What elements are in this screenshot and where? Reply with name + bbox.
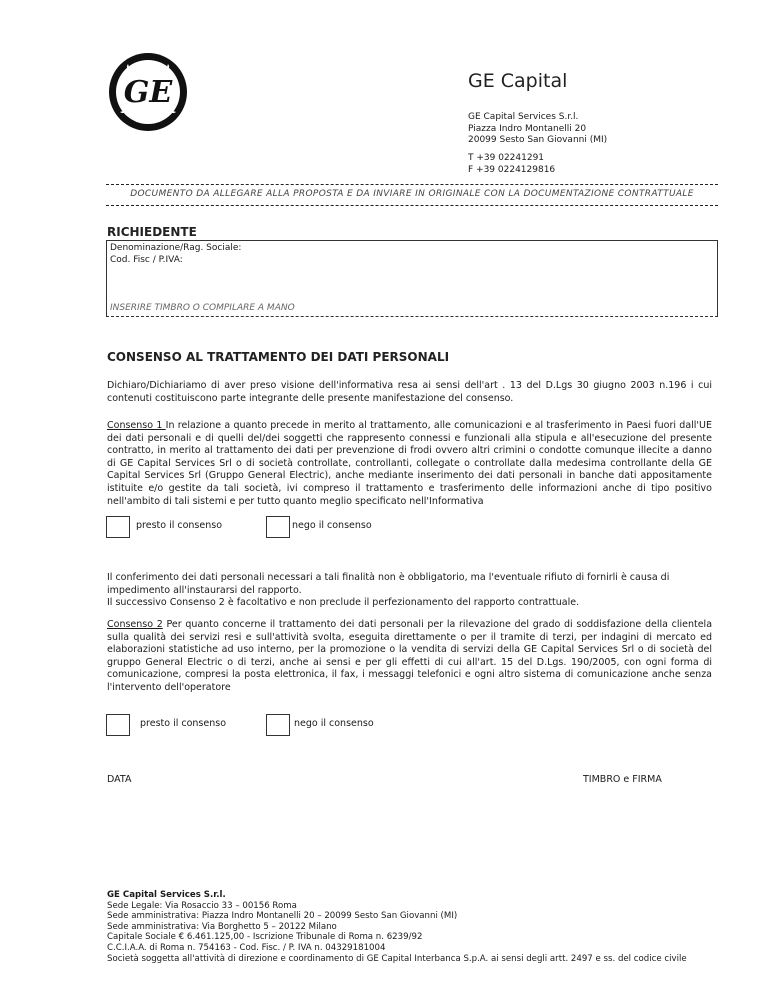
company-name-label: Denominazione/Rag. Sociale: [110, 243, 242, 253]
address-line: GE Capital Services S.r.l. [468, 112, 579, 122]
requester-title: RICHIEDENTE [107, 225, 197, 239]
consent-2-text: Per quanto concerne il trattamento dei dati personali per la rilevazione del grado di soddisfazione della clientela sulla qualità dei servizi resi e sull'attività svolta, eseguita direttamente o per il tramite di terzi, per indagini di mercato ed elaborazioni statistiche ad uso interno, per la promozione o la vendita di servizi della GE Capital Services Srl o di società del gruppo General Electric o di terzi, anche ai sensi e per gli effetti di cui all'art. 15 del D.Lgs. 190/2005, con ogni forma di comunicazione, compresi la posta elettronica, il fax, i messaggi telefonici e ogni altro sistema di comunicazione anche senza l'intervento dell'operatore [107, 619, 713, 693]
date-label: DATA [107, 774, 132, 785]
consent-2-give-checkbox[interactable] [106, 714, 130, 736]
tax-code-label: Cod. Fisc / P.IVA: [110, 255, 183, 265]
company-name: GE Capital [468, 70, 568, 92]
requester-box[interactable] [106, 240, 718, 317]
footer-line: Sede amministrativa: Via Borghetto 5 – 20122 Milano [107, 921, 337, 932]
footer-title: GE Capital Services S.r.l. [107, 890, 226, 900]
ge-monogram-icon [108, 52, 188, 132]
consent-2-label: Consenso 2 [107, 619, 163, 630]
consent-1-deny-checkbox[interactable] [266, 516, 290, 538]
footer-line: Società soggetta all'attività di direzione e coordinamento di GE Capital Interbanca S.p.A. ai sensi degli artt. 2497 e ss. del codice civile [107, 953, 687, 964]
fax-number: F +39 0224129816 [468, 164, 556, 175]
ge-logo [108, 52, 188, 132]
footer-line: C.C.I.A.A. di Roma n. 754163 - Cod. Fisc. / P. IVA n. 04329181004 [107, 942, 386, 953]
consent-1-give-checkbox[interactable] [106, 516, 130, 538]
footer [107, 890, 687, 964]
footer-line: Sede amministrativa: Piazza Indro Montanelli 20 – 20099 Sesto San Giovanni (MI) [107, 911, 458, 922]
consent-2-give-label: presto il consenso [140, 718, 227, 729]
footer-line: Sede Legale: Via Rosaccio 33 – 00156 Roma [107, 900, 297, 911]
consent-intro: Dichiaro/Dichiariamo di aver preso visione dell'informativa resa ai sensi dell'art . 13 del D.Lgs 30 giugno 2003 n.196 i cui contenuti costituiscono parte integrante delle presente manifestazione del consenso. [107, 380, 712, 404]
address-line: Piazza Indro Montanelli 20 [468, 123, 587, 134]
consent-1-text: In relazione a quanto precede in merito al trattamento, alle comunicazioni e al trasferimento in Paesi fuori dall'UE dei dati personali e di quelli del/dei soggetti che rappresento connessi e funzionali alla stipula e all'esecuzione del presente contratto, in merito al trattamento dei dati per prevenzione di frodi ovvero altri crimini o condotte comunque illecite a danno di GE Capital Services Srl o di società controllate, controllanti, collegate o controllate dalla medesima controllante della GE Capital Services Srl (Gruppo General Electric), anche mediante inserimento dei dati personali in banche dati appositamente istituite e/o gestite da tali società, ivi compreso il trattamento e trasferimento delle informazioni anche di tipo positivo nell'ambito di tali sistemi e per tutto quanto meglio specificato nell'Informativa [107, 420, 712, 507]
consent-1-deny-label: nego il consenso [292, 520, 372, 531]
consent-2-paragraph [107, 619, 712, 695]
stamp-signature-label: TIMBRO e FIRMA [583, 774, 662, 785]
document-banner: DOCUMENTO DA ALLEGARE ALLA PROPOSTA E DA INVIARE IN ORIGINALE CON LA DOCUMENTAZIONE CONTRATTUALE [106, 184, 718, 206]
consent-2-deny-label: nego il consenso [294, 718, 374, 729]
svg-text:GE: GE [123, 75, 173, 110]
company-contacts [468, 153, 555, 176]
consent-note-1: Il conferimento dei dati personali necessari a tali finalità non è obbligatorio, ma l'eventuale rifiuto di fornirli è causa di impedimento all'instaurarsi del rapporto. [107, 572, 670, 596]
consent-note-2: Il successivo Consenso 2 è facoltativo e non preclude il perfezionamento del rapporto contrattuale. [107, 597, 580, 608]
footer-line: Capitale Sociale € 6.461.125,00 - Iscrizione Tribunale di Roma n. 6239/92 [107, 932, 423, 943]
consent-1-give-label: presto il consenso [136, 520, 223, 531]
consent-2-deny-checkbox[interactable] [266, 714, 290, 736]
phone-number: T +39 02241291 [468, 153, 545, 163]
consent-1-paragraph [107, 420, 712, 508]
company-address [468, 112, 607, 147]
consent-title: CONSENSO AL TRATTAMENTO DEI DATI PERSONALI [107, 350, 450, 364]
stamp-instruction: INSERIRE TIMBRO O COMPILARE A MANO [110, 303, 295, 313]
consent-1-label: Consenso 1 [107, 420, 166, 431]
address-line: 20099 Sesto San Giovanni (MI) [468, 135, 608, 145]
